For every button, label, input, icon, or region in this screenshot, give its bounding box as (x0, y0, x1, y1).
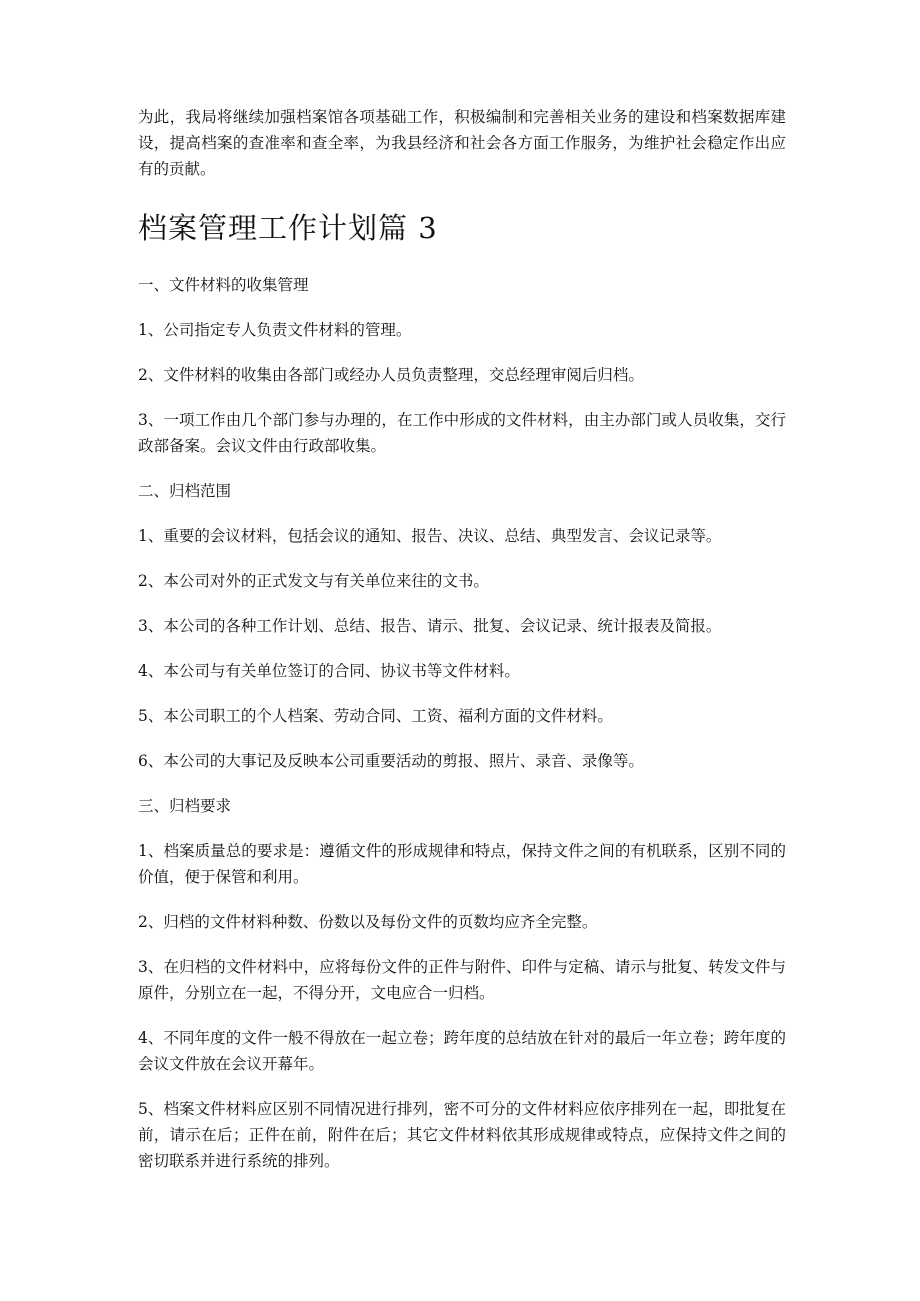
list-item: 3、一项工作由几个部门参与办理的，在工作中形成的文件材料，由主办部门或人员收集，交行政部备案。会议文件由行政部收集。 (138, 411, 786, 455)
list-item: 1、重要的会议材料，包括会议的通知、报告、决议、总结、典型发言、会议记录等。 (138, 527, 722, 545)
list-item: 1、档案质量总的要求是：遵循文件的形成规律和特点，保持文件之间的有机联系，区别不同的价值，便于保管和利用。 (138, 842, 786, 886)
list-item: 6、本公司的大事记及反映本公司重要活动的剪报、照片、录音、录像等。 (138, 752, 644, 770)
list-item: 1、公司指定专人负责文件材料的管理。 (138, 321, 412, 339)
list-item: 4、本公司与有关单位签订的合同、协议书等文件材料。 (138, 662, 520, 680)
list-item: 2、本公司对外的正式发文与有关单位来往的文书。 (138, 572, 489, 590)
intro-paragraph: 为此，我局将继续加强档案馆各项基础工作，积极编制和完善相关业务的建设和档案数据库建设，提高档案的查准率和查全率，为我县经济和社会各方面工作服务，为维护社会稳定作出应有的贡献。 (138, 108, 786, 178)
list-item: 2、归档的文件材料种数、份数以及每份文件的页数均应齐全完整。 (138, 913, 598, 931)
list-item: 3、本公司的各种工作计划、总结、报告、请示、批复、会议记录、统计报表及简报。 (138, 617, 722, 635)
list-item: 2、文件材料的收集由各部门或经办人员负责整理，交总经理审阅后归档。 (138, 366, 644, 384)
list-item: 5、档案文件材料应区别不同情况进行排列，密不可分的文件材料应依序排列在一起，即批复在前，请示在后；正件在前，附件在后；其它文件材料依其形成规律或特点，应保持文件之间的密切联系并进行系统的排列。 (138, 1100, 786, 1170)
section-title: 档案管理工作计划篇 3 (138, 211, 438, 245)
section-heading-1: 一、文件材料的收集管理 (138, 276, 309, 294)
section-heading-2: 二、归档范围 (138, 482, 232, 500)
list-item: 3、在归档的文件材料中，应将每份文件的正件与附件、印件与定稿、请示与批复、转发文件与原件，分别立在一起，不得分开，文电应合一归档。 (138, 958, 786, 1002)
list-item: 4、不同年度的文件一般不得放在一起立卷；跨年度的总结放在针对的最后一年立卷；跨年度的会议文件放在会议开幕年。 (138, 1029, 786, 1073)
document-page (138, 104, 786, 1193)
section-heading-3: 三、归档要求 (138, 797, 232, 815)
list-item: 5、本公司职工的个人档案、劳动合同、工资、福利方面的文件材料。 (138, 707, 613, 725)
